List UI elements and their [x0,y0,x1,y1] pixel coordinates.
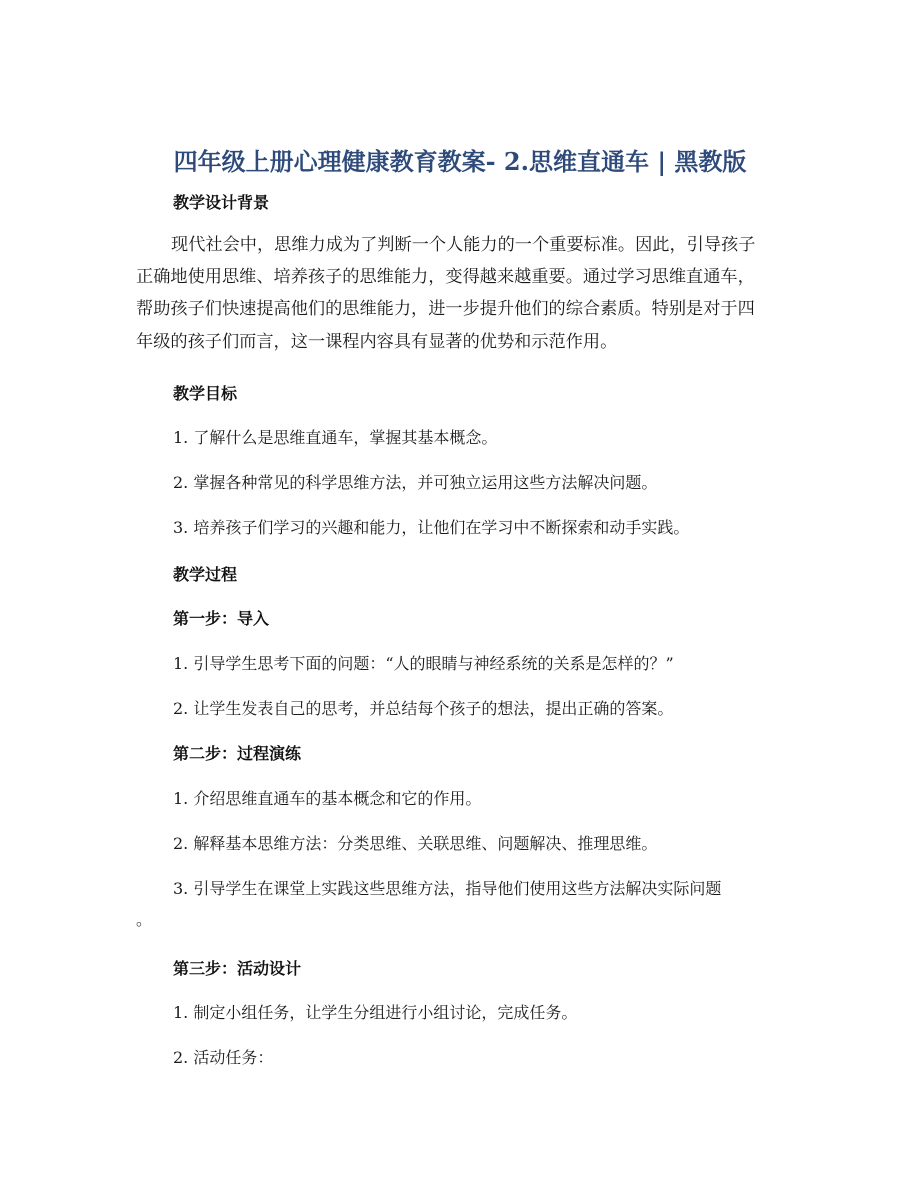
background-line: 年级的孩子们而言，这一课程内容具有显著的优势和示范作用。 [136,331,618,352]
goal-item: 1. 了解什么是思维直通车，掌握其基本概念。 [173,428,498,447]
process-heading: 教学过程 [173,565,238,584]
step2-item: 3. 引导学生在课堂上实践这些思维方法，指导他们使用这些方法解决实际问题 [173,879,722,898]
step1-item: 2. 让学生发表自己的思考，并总结每个孩子的想法，提出正确的答案。 [173,699,674,718]
step2-item: 2. 解释基本思维方法：分类思维、关联思维、问题解决、推理思维。 [173,834,658,853]
background-line: 正确地使用思维、培养孩子的思维能力，变得越来越重要。通过学习思维直通车， [136,267,755,288]
goal-item: 3. 培养孩子们学习的兴趣和能力，让他们在学习中不断探索和动手实践。 [173,518,690,537]
background-heading: 教学设计背景 [173,193,270,212]
document-title: 四年级上册心理健康教育教案- 2.思维直通车 | 黑教版 [173,147,747,176]
background-line: 现代社会中，思维力成为了判断一个人能力的一个重要标准。因此，引导孩子 [171,235,756,255]
step2-wrap-punctuation: 。 [136,910,153,929]
step1-item: 1. 引导学生思考下面的问题：“人的眼睛与神经系统的关系是怎样的？” [173,654,674,673]
background-line: 帮助孩子们快速提高他们的思维能力，进一步提升他们的综合素质。特别是对于四 [136,299,755,320]
goals-heading: 教学目标 [173,384,238,403]
step1-heading: 第一步：导入 [173,609,270,628]
step3-heading: 第三步：活动设计 [173,959,302,978]
step2-item: 1. 介绍思维直通车的基本概念和它的作用。 [173,789,482,808]
step3-item: 1. 制定小组任务，让学生分组进行小组讨论，完成任务。 [173,1003,578,1022]
background-paragraph [136,229,796,358]
goal-item: 2. 掌握各种常见的科学思维方法，并可独立运用这些方法解决问题。 [173,473,658,492]
step2-heading: 第二步：过程演练 [173,744,302,763]
step3-item: 2. 活动任务： [173,1048,274,1067]
